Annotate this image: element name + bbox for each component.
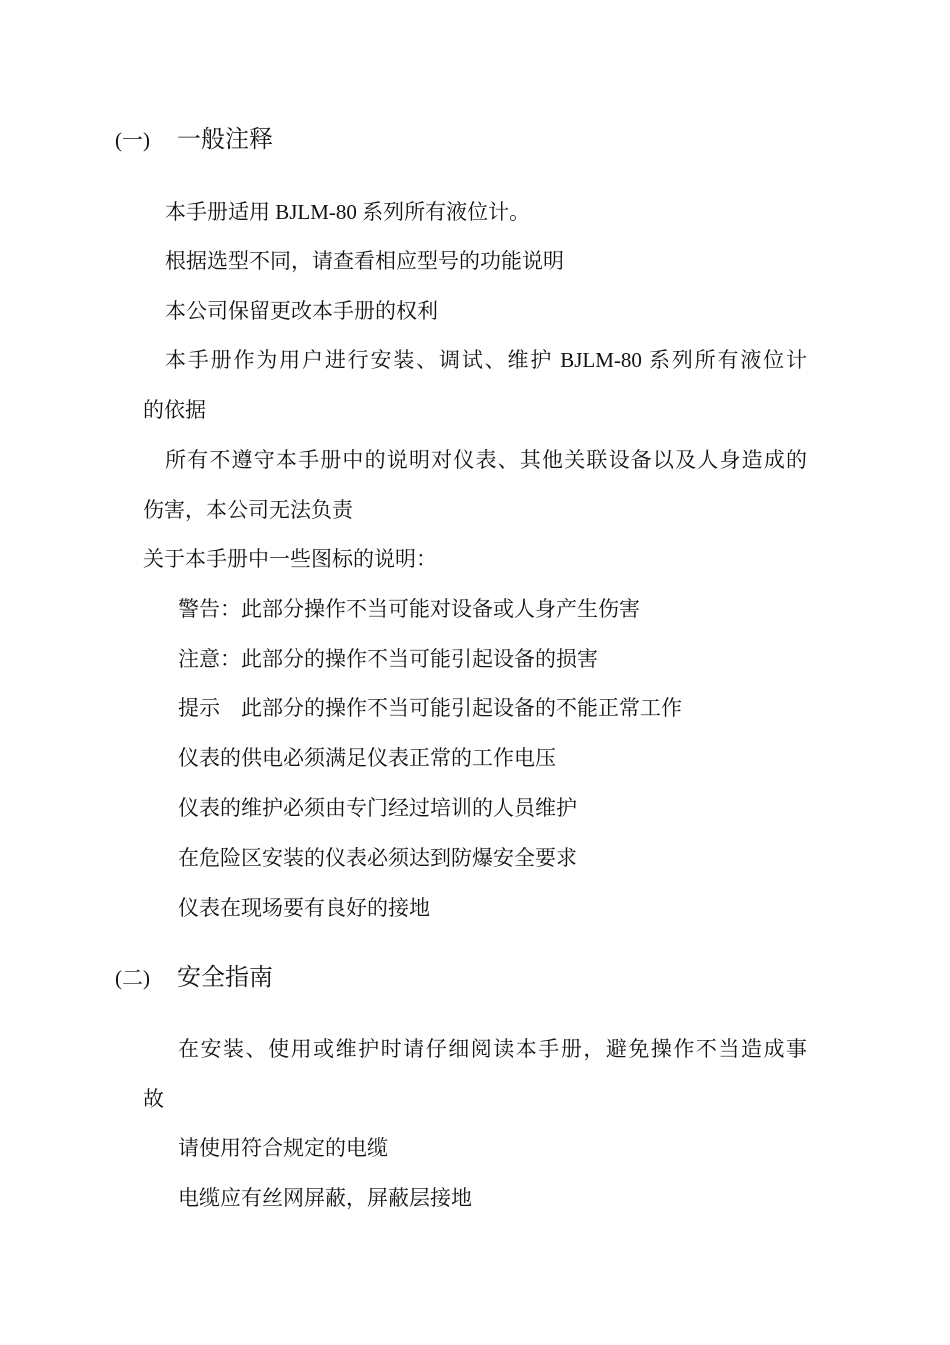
paragraph-cable-shielding: 电缆应有丝网屏蔽，屏蔽层接地 — [178, 1186, 472, 1210]
requirement-explosion-proof: 在危险区安装的仪表必须达到防爆安全要求 — [178, 846, 577, 870]
warning-note: 警告：此部分操作不当可能对设备或人身产生伤害 — [178, 597, 640, 621]
paragraph-read-manual-line2: 故 — [143, 1087, 164, 1111]
requirement-grounding: 仪表在现场要有良好的接地 — [178, 896, 430, 920]
paragraph-liability-line2: 伤害，本公司无法负责 — [143, 498, 353, 522]
section-title: 一般注释 — [177, 127, 273, 153]
caution-note: 注意：此部分的操作不当可能引起设备的损害 — [178, 647, 598, 671]
paragraph-cable-spec: 请使用符合规定的电缆 — [178, 1136, 388, 1160]
paragraph-rights-reserved: 本公司保留更改本手册的权利 — [165, 299, 438, 323]
hint-note: 提示 此部分的操作不当可能引起设备的不能正常工作 — [178, 696, 682, 720]
section-heading-general-notes — [115, 125, 273, 155]
paragraph-applicability: 本手册适用 BJLM-80 系列所有液位计。 — [165, 200, 531, 224]
requirement-maintenance: 仪表的维护必须由专门经过培训的人员维护 — [178, 796, 577, 820]
requirement-power-supply: 仪表的供电必须满足仪表正常的工作电压 — [178, 746, 556, 770]
paragraph-icon-explanation: 关于本手册中一些图标的说明： — [143, 547, 437, 571]
paragraph-liability-line1: 所有不遵守本手册中的说明对仪表、其他关联设备以及人身造成的 — [165, 448, 807, 472]
section-number: (二) — [115, 966, 150, 990]
section-title: 安全指南 — [177, 965, 273, 991]
paragraph-manual-basis-line1: 本手册作为用户进行安装、调试、维护 BJLM-80 系列所有液位计 — [165, 348, 807, 372]
paragraph-read-manual-line1: 在安装、使用或维护时请仔细阅读本手册，避免操作不当造成事 — [178, 1037, 807, 1061]
section-number: (一) — [115, 128, 150, 152]
paragraph-manual-basis-line2: 的依据 — [143, 398, 206, 422]
paragraph-model-selection: 根据选型不同，请查看相应型号的功能说明 — [165, 249, 564, 273]
section-heading-safety-guide — [115, 963, 273, 993]
